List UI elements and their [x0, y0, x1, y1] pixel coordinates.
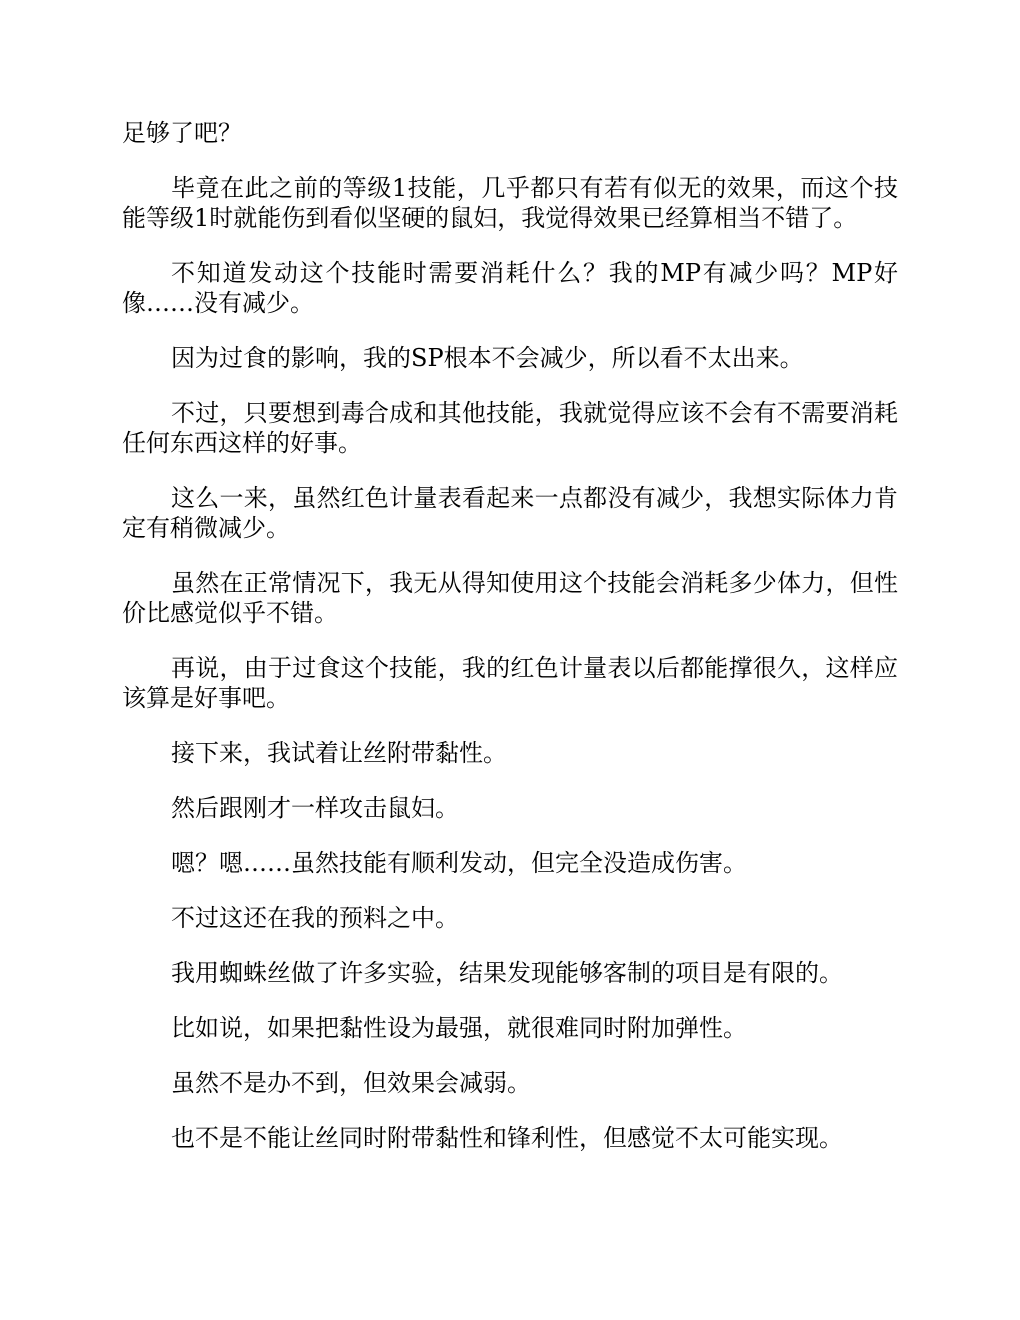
paragraph-14: 比如说，如果把黏性设为最强，就很难同时附加弹性。 — [171, 1014, 747, 1042]
paragraph-12: 不过这还在我的预料之中。 — [171, 904, 459, 932]
paragraph-5: 不过，只要想到毒合成和其他技能，我就觉得应该不会有不需要消耗任何东西这样的好事。 — [122, 399, 898, 457]
paragraph-8: 再说，由于过食这个技能，我的红色计量表以后都能撑很久，这样应该算是好事吧。 — [122, 654, 898, 712]
document-body — [122, 118, 898, 1178]
paragraph-15: 虽然不是办不到，但效果会减弱。 — [171, 1069, 531, 1097]
paragraph-11: 嗯？嗯……虽然技能有顺利发动，但完全没造成伤害。 — [171, 849, 747, 877]
paragraph-9: 接下来，我试着让丝附带黏性。 — [171, 739, 507, 767]
paragraph-6: 这么一来，虽然红色计量表看起来一点都没有减少，我想实际体力肯定有稍微减少。 — [122, 484, 898, 542]
paragraph-10: 然后跟刚才一样攻击鼠妇。 — [171, 794, 459, 822]
paragraph-3: 不知道发动这个技能时需要消耗什么？我的MP有减少吗？MP好像……没有减少。 — [122, 259, 898, 317]
paragraph-16: 也不是不能让丝同时附带黏性和锋利性，但感觉不太可能实现。 — [171, 1124, 843, 1152]
paragraph-1: 足够了吧？ — [122, 119, 242, 147]
paragraph-7: 虽然在正常情况下，我无从得知使用这个技能会消耗多少体力，但性价比感觉似乎不错。 — [122, 569, 898, 627]
paragraph-13: 我用蜘蛛丝做了许多实验，结果发现能够客制的项目是有限的。 — [171, 959, 843, 987]
paragraph-2: 毕竟在此之前的等级1技能，几乎都只有若有似无的效果，而这个技能等级1时就能伤到看似坚硬的鼠妇，我觉得效果已经算相当不错了。 — [122, 174, 898, 232]
paragraph-4: 因为过食的影响，我的SP根本不会减少，所以看不太出来。 — [171, 344, 804, 372]
